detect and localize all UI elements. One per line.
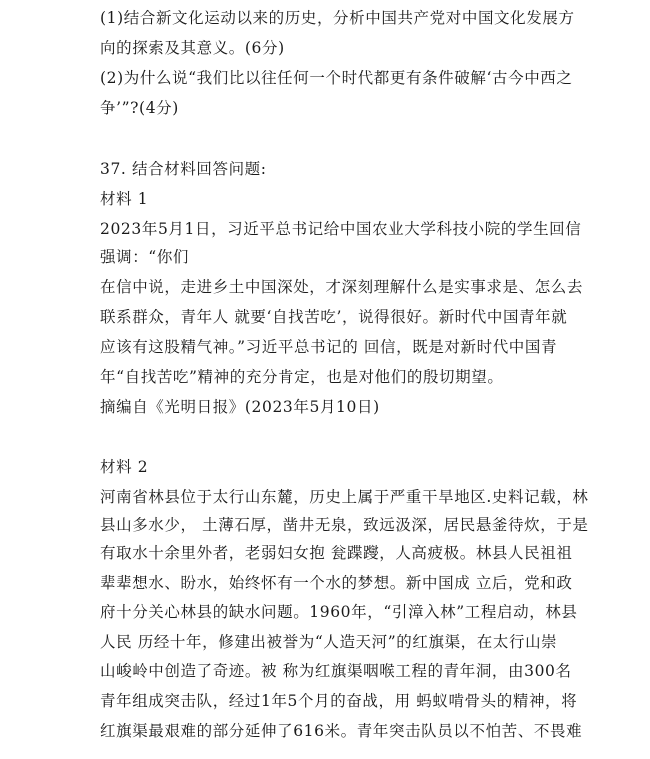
question-37-title: 37. 结合材料回答问题: xyxy=(100,160,267,178)
material-1-line: 应该有这股精气神。”习近平总书记的 回信，既是对新时代中国青 xyxy=(100,338,558,356)
material-2-line: 河南省林县位于太行山东麓，历史上属于严重干旱地区.史料记载，林 xyxy=(100,488,589,506)
question-1-line-2: 向的探索及其意义。(6分) xyxy=(100,39,285,57)
material-1-label: 材料 1 xyxy=(100,190,149,208)
question-2-line-2: 争’”?(4分) xyxy=(100,99,179,117)
material-2-line: 山峻岭中创造了奇迹。被 称为红旗渠咽喉工程的青年洞，由300名 xyxy=(100,662,572,680)
material-1-line: 2023年5月1日，习近平总书记给中国农业大学科技小院的学生回信 xyxy=(100,220,582,238)
material-2-line: 县山多水少， 土薄石厚，凿井无泉，致远汲深，居民悬釜待炊，于是 xyxy=(100,516,589,534)
material-1-line: 强调：“你们 xyxy=(100,248,190,266)
question-2-line-1: (2)为什么说“我们比以往任何一个时代都更有条件破解‘古今中西之 xyxy=(100,69,573,87)
material-2-line: 有取水十余里外者，老弱妇女抱 瓮蹀躞，人高疲极。林县人民祖祖 xyxy=(100,544,573,562)
question-1-line-1: (1)结合新文化运动以来的历史，分析中国共产党对中国文化发展方 xyxy=(100,9,575,27)
material-2-line: 红旗渠最艰难的部分延伸了616米。青年突击队员以不怕苦、不畏难 xyxy=(100,722,583,740)
material-1-source: 摘编自《光明日报》(2023年5月10日) xyxy=(100,398,380,416)
material-2-line: 人民 历经十年，修建出被誉为“人造天河”的红旗渠，在太行山崇 xyxy=(100,633,558,651)
material-1-line: 在信中说，走进乡土中国深处，才深刻理解什么是实事求是、怎么去 xyxy=(100,278,584,296)
material-2-line: 辈辈想水、盼水，始终怀有一个水的梦想。新中国成 立后，党和政 xyxy=(100,574,573,592)
material-2-label: 材料 2 xyxy=(100,458,149,476)
material-2-line: 府十分关心林县的缺水问题。1960年，“引漳入林”工程启动，林县 xyxy=(100,603,578,621)
material-1-line: 联系群众，青年人 就要‘自找苦吃’，说得很好。新时代中国青年就 xyxy=(100,308,568,326)
material-1-line: 年“自找苦吃”精神的充分肯定，也是对他们的殷切期望。 xyxy=(100,368,504,386)
material-2-line: 青年组成突击队，经过1年5个月的奋战，用 蚂蚁啃骨头的精神，将 xyxy=(100,692,578,710)
